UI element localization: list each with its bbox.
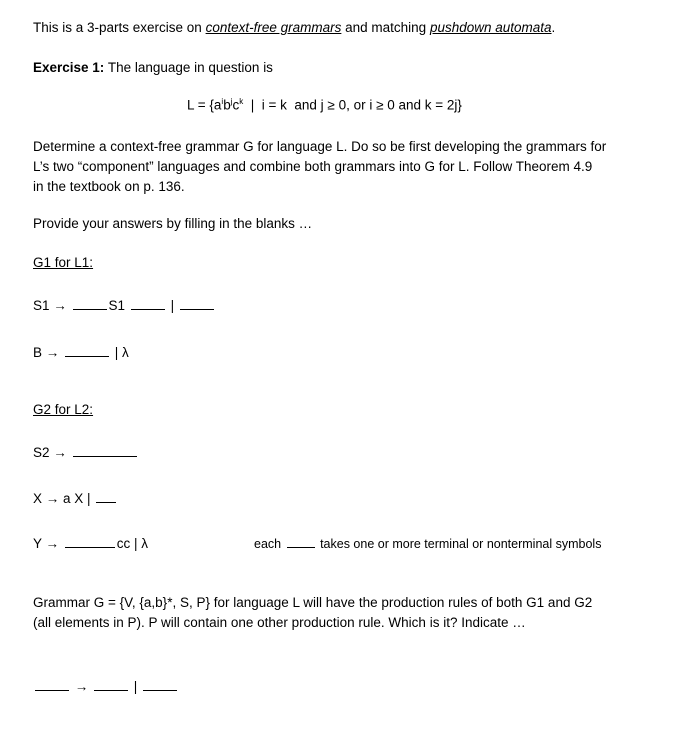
rule-bar: |	[133, 679, 138, 694]
rule-lhs: Y →	[33, 536, 60, 551]
intro-text: This is a 3-parts exercise on	[33, 20, 206, 35]
lang-part: b	[223, 97, 231, 113]
rule-symbol: S1	[108, 298, 126, 313]
blank-field[interactable]	[131, 297, 165, 310]
final-rule	[33, 678, 179, 694]
g2-heading: G2 for L2:	[33, 402, 94, 417]
g1-heading: G1 for L1:	[33, 255, 94, 270]
language-definition	[187, 97, 462, 113]
note-text: each	[254, 537, 282, 551]
rule-lhs: S2 →	[33, 445, 67, 460]
s2-rule	[33, 444, 139, 460]
exercise-heading	[33, 60, 273, 75]
blank-field[interactable]	[65, 535, 115, 548]
exercise-label: Exercise 1:	[33, 60, 105, 75]
lang-exp: i	[221, 97, 224, 106]
blank-sample	[287, 537, 315, 548]
task-line: Determine a context-free grammar G for language L. Do so be first developing the grammars for	[33, 139, 607, 154]
intro-line	[33, 20, 555, 35]
b-rule	[33, 344, 129, 360]
rule-bar: |	[170, 298, 175, 313]
task-line: in the textbook on p. 136.	[33, 179, 185, 194]
blank-note	[254, 537, 601, 551]
intro-text: and matching	[341, 20, 430, 35]
cfg-link[interactable]: context-free grammars	[205, 20, 342, 35]
intro-text: .	[551, 20, 556, 35]
task-line: L’s two “component” languages and combine both grammars into G for L. Follow Theorem 4.9	[33, 159, 593, 174]
blank-field[interactable]	[73, 297, 107, 310]
x-rule	[33, 490, 118, 506]
arrow-icon: →	[74, 679, 89, 694]
blank-field[interactable]	[96, 490, 116, 503]
lang-part: c	[232, 97, 240, 113]
lang-exp: k	[239, 97, 244, 106]
lang-part: L = {a	[187, 97, 222, 113]
blank-field[interactable]	[94, 678, 128, 691]
lang-exp: j	[230, 97, 233, 106]
blank-field[interactable]	[73, 444, 137, 457]
provide-text: Provide your answers by filling in the blanks …	[33, 216, 313, 231]
rule-lhs: B →	[33, 345, 60, 360]
grammar-line: (all elements in P). P will contain one other production rule. Which is it? Indicate …	[33, 615, 526, 630]
rule-rest: | λ	[114, 345, 129, 360]
rule-rest: cc | λ	[116, 536, 149, 551]
rule-lhs: S1 →	[33, 298, 67, 313]
blank-field[interactable]	[180, 297, 214, 310]
s1-rule	[33, 297, 216, 313]
note-text: takes one or more terminal or nonterminal symbols	[320, 537, 602, 551]
blank-field[interactable]	[35, 678, 69, 691]
pda-link[interactable]: pushdown automata	[429, 20, 552, 35]
blank-field[interactable]	[143, 678, 177, 691]
rule-text: X → a X |	[33, 491, 91, 506]
lang-part: | i = k and j ≥ 0, or i ≥ 0 and k = 2j}	[243, 97, 462, 113]
y-rule	[33, 535, 148, 551]
blank-field[interactable]	[65, 344, 109, 357]
exercise-text: The language in question is	[104, 60, 273, 75]
grammar-line: Grammar G = {V, {a,b}*, S, P} for language L will have the production rules of both G1 and G2	[33, 595, 593, 610]
